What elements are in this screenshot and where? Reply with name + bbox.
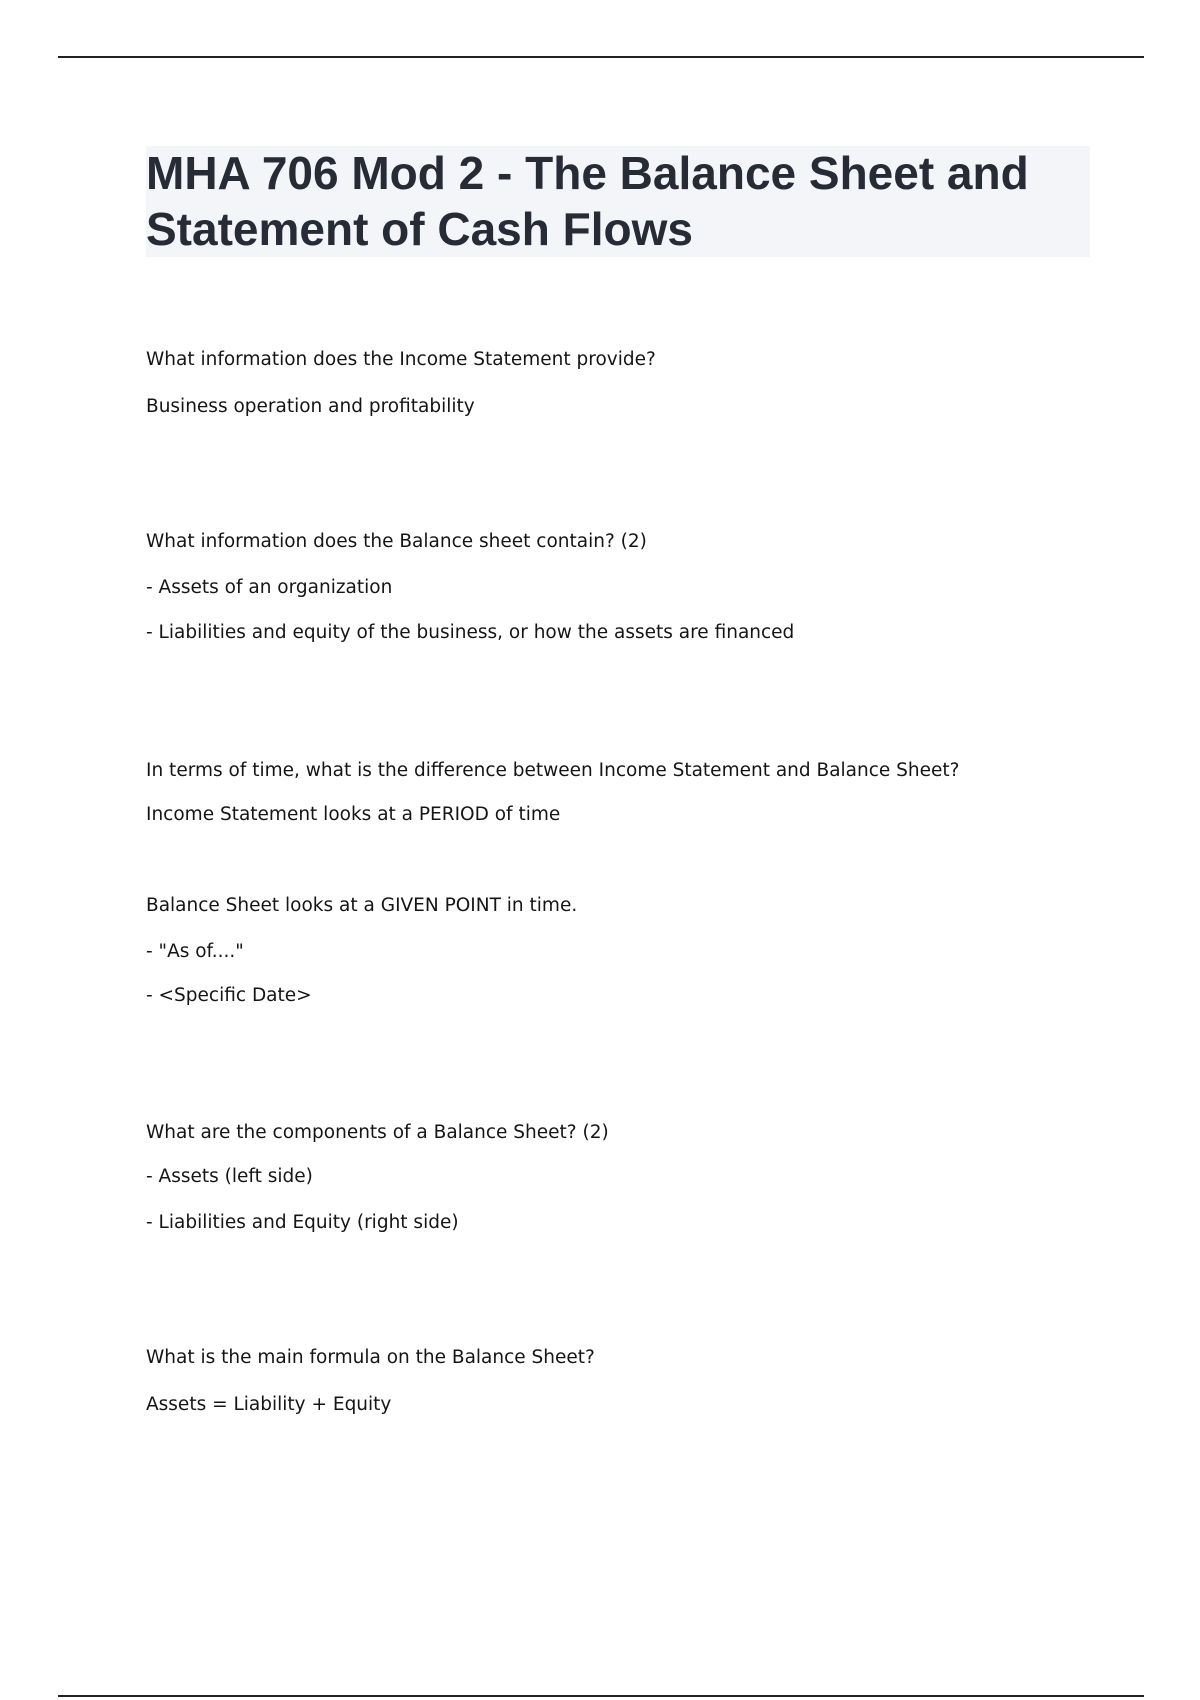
answer-1-line-1: Business operation and profitability: [146, 396, 475, 417]
answer-3-line-1: Income Statement looks at a PERIOD of time: [146, 804, 561, 825]
answer-2-line-1: - Assets of an organization: [146, 577, 393, 598]
answer-3-line-4: - <Specific Date>: [146, 985, 312, 1006]
document-title: MHA 706 Mod 2 - The Balance Sheet and Statement of Cash Flows: [146, 147, 1029, 255]
question-1: What information does the Income Statement provide?: [146, 349, 656, 370]
bottom-divider: [58, 1695, 1144, 1697]
answer-3-line-3: - "As of....": [146, 941, 244, 962]
answer-4-line-2: - Liabilities and Equity (right side): [146, 1212, 459, 1233]
question-3: In terms of time, what is the difference between Income Statement and Balance Sheet?: [146, 760, 960, 781]
answer-4-line-1: - Assets (left side): [146, 1166, 313, 1187]
question-2: What information does the Balance sheet contain? (2): [146, 531, 647, 552]
question-4: What are the components of a Balance Sheet? (2): [146, 1122, 609, 1143]
question-5: What is the main formula on the Balance Sheet?: [146, 1347, 595, 1368]
answer-5-line-1: Assets = Liability + Equity: [146, 1394, 392, 1415]
top-divider: [58, 56, 1144, 58]
answer-3-line-2: Balance Sheet looks at a GIVEN POINT in time.: [146, 895, 578, 916]
answer-2-line-2: - Liabilities and equity of the business, or how the assets are financed: [146, 622, 795, 643]
